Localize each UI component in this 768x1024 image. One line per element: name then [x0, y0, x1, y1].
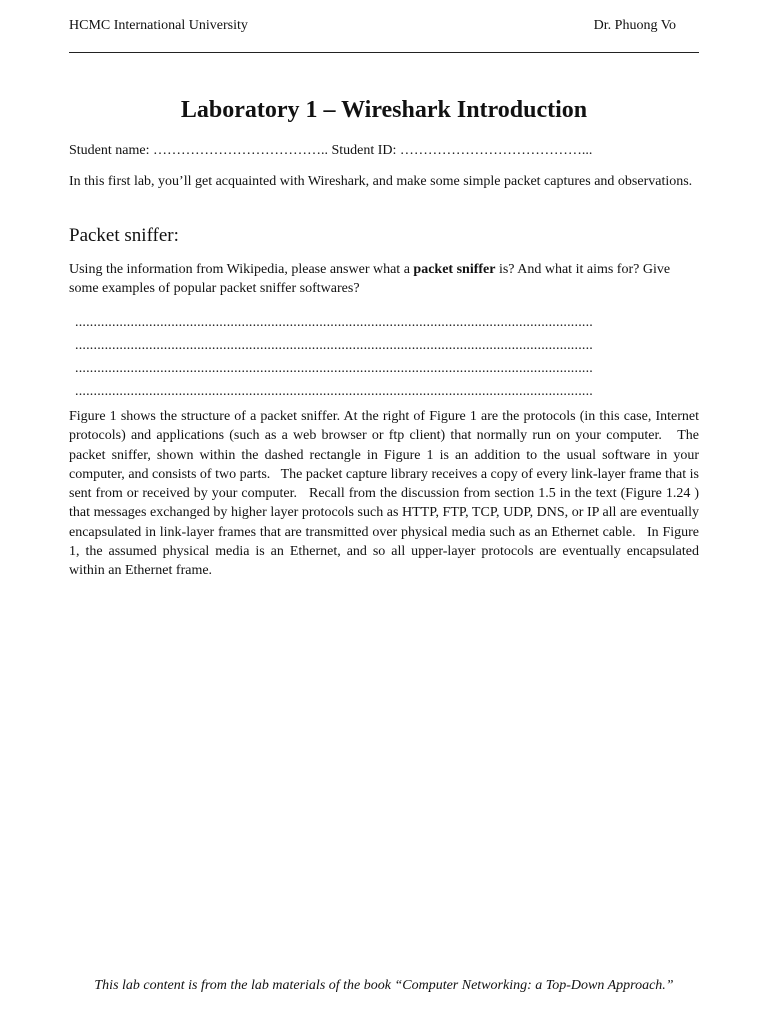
intro-paragraph: In this first lab, you’ll get acquainted with Wireshark, and make some simple packet captures and observations.: [69, 174, 693, 189]
section-heading-packet-sniffer: Packet sniffer:: [69, 225, 179, 246]
page-title: Laboratory 1 – Wireshark Introduction: [180, 97, 588, 123]
page-header: [69, 16, 699, 36]
header-divider: [69, 52, 699, 53]
answer-line: ............................................................................................................................................: [75, 361, 593, 376]
question-text-before: Using the information from Wikipedia, please answer what a: [69, 262, 414, 277]
answer-line: ............................................................................................................................................: [75, 315, 593, 330]
student-info-line: Student name: ……………………………….. Student ID: …………………………………...: [69, 143, 593, 158]
answer-line: ............................................................................................................................................: [75, 384, 593, 399]
question-text-after: is? And what it aims for? Give some examples of popular packet sniffer softwares?: [69, 262, 671, 297]
answer-line: ............................................................................................................................................: [75, 338, 593, 353]
header-institution: HCMC International University: [69, 18, 248, 33]
figure-description-paragraph: Figure 1 shows the structure of a packet sniffer. At the right of Figure 1 are the protocols (in this case, Internet protocols) and applications (such as a web browser or ftp client) that normally run on your computer. The packet sniffer, shown within the dashed rectangle in Figure 1 is an addition to the usual software in your computer, and consists of two parts. The packet capture library receives a copy of every link-layer frame that is sent from or received by your computer. Recall from the discussion from section 1.5 in the text (Figure 1.24 ) that messages exchanged by higher layer protocols such as HTTP, FTP, TCP, UDP, DNS, or IP all are eventually encapsulated in link-layer frames that are transmitted over physical media such as an Ethernet cable. In Figure 1, the assumed physical media is an Ethernet, and so all upper-layer protocols are eventually encapsulated within an Ethernet frame.: [69, 409, 699, 579]
page-footer-note: This lab content is from the lab materials of the book “Computer Networking: a Top-Down Approach.”: [94, 978, 674, 993]
question-bold-term: packet sniffer: [413, 262, 496, 277]
header-author: Dr. Phuong Vo: [593, 18, 676, 33]
question-paragraph: [69, 260, 699, 299]
